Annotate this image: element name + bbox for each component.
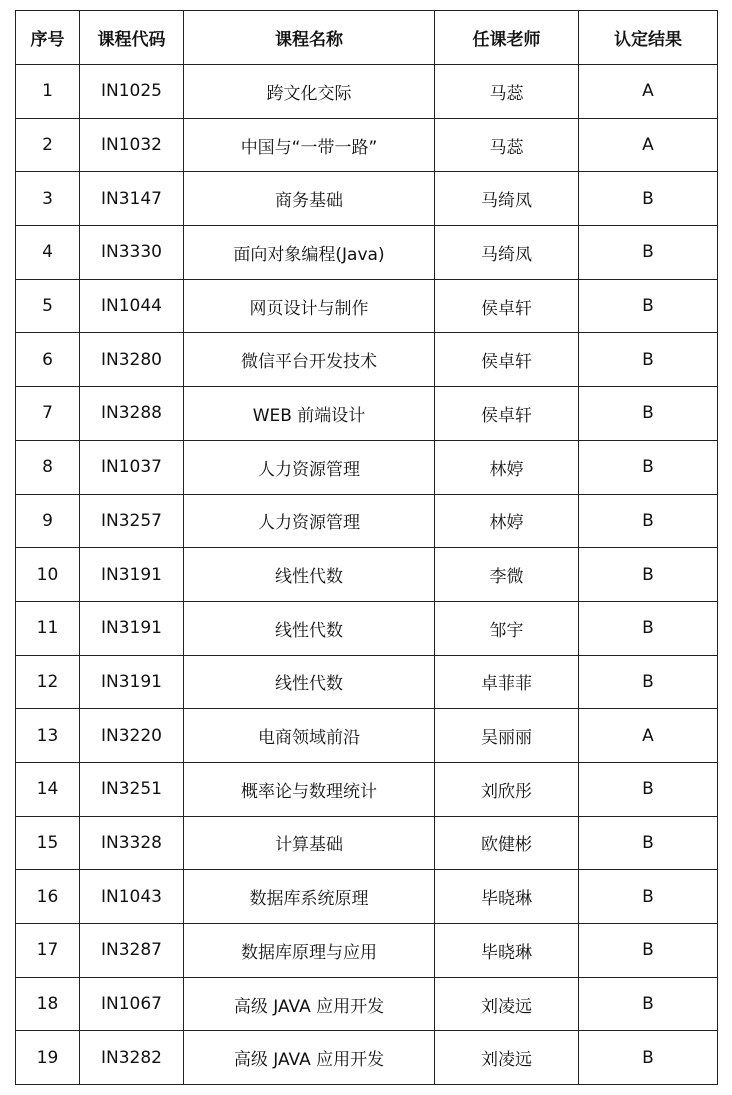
cell-teacher: 侯卓轩 (435, 279, 579, 333)
cell-course-code: IN3220 (80, 709, 184, 763)
cell-course-code: IN3280 (80, 333, 184, 387)
cell-result: B (579, 279, 718, 333)
cell-result: B (579, 333, 718, 387)
cell-course-name: 网页设计与制作 (184, 279, 435, 333)
cell-course-name: 计算基础 (184, 816, 435, 870)
cell-result: B (579, 548, 718, 602)
cell-course-code: IN3257 (80, 494, 184, 548)
cell-teacher: 马蕊 (435, 118, 579, 172)
cell-serial-number: 18 (16, 977, 80, 1031)
cell-result: B (579, 226, 718, 280)
cell-course-name: 线性代数 (184, 601, 435, 655)
header-course-name: 课程名称 (184, 11, 435, 65)
cell-serial-number: 4 (16, 226, 80, 280)
table-row (16, 494, 718, 548)
cell-result: B (579, 601, 718, 655)
cell-course-code: IN1067 (80, 977, 184, 1031)
table-row (16, 226, 718, 280)
cell-course-name: 商务基础 (184, 172, 435, 226)
cell-teacher: 侯卓轩 (435, 333, 579, 387)
cell-serial-number: 2 (16, 118, 80, 172)
table-row (16, 387, 718, 441)
cell-serial-number: 19 (16, 1031, 80, 1085)
cell-serial-number: 15 (16, 816, 80, 870)
header-result: 认定结果 (579, 11, 718, 65)
cell-teacher: 刘欣彤 (435, 762, 579, 816)
cell-course-name: 人力资源管理 (184, 440, 435, 494)
table-row (16, 870, 718, 924)
table-row (16, 816, 718, 870)
cell-course-name: 面向对象编程(Java) (184, 226, 435, 280)
table-row (16, 118, 718, 172)
table-row (16, 709, 718, 763)
cell-course-name: WEB 前端设计 (184, 387, 435, 441)
cell-teacher: 吴丽丽 (435, 709, 579, 763)
table-row (16, 440, 718, 494)
cell-result: B (579, 494, 718, 548)
cell-serial-number: 11 (16, 601, 80, 655)
cell-result: B (579, 816, 718, 870)
cell-course-name: 数据库系统原理 (184, 870, 435, 924)
cell-course-name: 高级 JAVA 应用开发 (184, 977, 435, 1031)
table-body (16, 65, 718, 1085)
cell-teacher: 刘凌远 (435, 977, 579, 1031)
cell-result: B (579, 655, 718, 709)
cell-course-name: 线性代数 (184, 655, 435, 709)
cell-teacher: 邹宇 (435, 601, 579, 655)
cell-teacher: 马蕊 (435, 65, 579, 119)
cell-course-name: 中国与“一带一路” (184, 118, 435, 172)
cell-serial-number: 17 (16, 924, 80, 978)
cell-course-name: 电商领域前沿 (184, 709, 435, 763)
cell-teacher: 侯卓轩 (435, 387, 579, 441)
cell-teacher: 林婷 (435, 494, 579, 548)
cell-course-name: 人力资源管理 (184, 494, 435, 548)
cell-serial-number: 6 (16, 333, 80, 387)
cell-teacher: 李微 (435, 548, 579, 602)
header-teacher: 任课老师 (435, 11, 579, 65)
cell-serial-number: 14 (16, 762, 80, 816)
cell-course-code: IN1037 (80, 440, 184, 494)
table-header (16, 11, 718, 65)
cell-result: B (579, 440, 718, 494)
cell-result: A (579, 65, 718, 119)
cell-teacher: 马绮凤 (435, 226, 579, 280)
cell-course-code: IN3251 (80, 762, 184, 816)
cell-serial-number: 13 (16, 709, 80, 763)
cell-course-name: 线性代数 (184, 548, 435, 602)
cell-serial-number: 10 (16, 548, 80, 602)
cell-course-code: IN3330 (80, 226, 184, 280)
header-course-code: 课程代码 (80, 11, 184, 65)
table-row (16, 1031, 718, 1085)
table-row (16, 65, 718, 119)
cell-course-code: IN1032 (80, 118, 184, 172)
cell-course-code: IN3288 (80, 387, 184, 441)
cell-teacher: 马绮凤 (435, 172, 579, 226)
cell-serial-number: 16 (16, 870, 80, 924)
cell-course-code: IN3191 (80, 601, 184, 655)
header-serial-number: 序号 (16, 11, 80, 65)
cell-serial-number: 7 (16, 387, 80, 441)
cell-course-code: IN3191 (80, 655, 184, 709)
cell-teacher: 欧健彬 (435, 816, 579, 870)
cell-result: B (579, 762, 718, 816)
cell-result: B (579, 1031, 718, 1085)
table-row (16, 548, 718, 602)
cell-result: B (579, 387, 718, 441)
table-row (16, 977, 718, 1031)
cell-teacher: 毕晓琳 (435, 924, 579, 978)
cell-result: B (579, 870, 718, 924)
cell-course-code: IN1044 (80, 279, 184, 333)
cell-serial-number: 5 (16, 279, 80, 333)
cell-serial-number: 1 (16, 65, 80, 119)
cell-serial-number: 8 (16, 440, 80, 494)
cell-course-code: IN1043 (80, 870, 184, 924)
table-row (16, 655, 718, 709)
cell-course-name: 微信平台开发技术 (184, 333, 435, 387)
cell-course-code: IN3328 (80, 816, 184, 870)
cell-teacher: 毕晓琳 (435, 870, 579, 924)
cell-course-code: IN3191 (80, 548, 184, 602)
cell-result: A (579, 118, 718, 172)
cell-teacher: 刘凌远 (435, 1031, 579, 1085)
table-row (16, 601, 718, 655)
header-row (16, 11, 718, 65)
cell-serial-number: 12 (16, 655, 80, 709)
cell-course-code: IN1025 (80, 65, 184, 119)
cell-result: B (579, 924, 718, 978)
cell-course-name: 高级 JAVA 应用开发 (184, 1031, 435, 1085)
cell-result: B (579, 977, 718, 1031)
table-row (16, 333, 718, 387)
cell-result: B (579, 172, 718, 226)
cell-course-code: IN3147 (80, 172, 184, 226)
table-row (16, 762, 718, 816)
cell-teacher: 卓菲菲 (435, 655, 579, 709)
cell-course-name: 跨文化交际 (184, 65, 435, 119)
cell-serial-number: 3 (16, 172, 80, 226)
cell-teacher: 林婷 (435, 440, 579, 494)
cell-serial-number: 9 (16, 494, 80, 548)
cell-course-code: IN3282 (80, 1031, 184, 1085)
cell-course-code: IN3287 (80, 924, 184, 978)
table-row (16, 172, 718, 226)
cell-course-name: 数据库原理与应用 (184, 924, 435, 978)
cell-course-name: 概率论与数理统计 (184, 762, 435, 816)
table-row (16, 279, 718, 333)
course-recognition-table (15, 10, 718, 1085)
cell-result: A (579, 709, 718, 763)
table-row (16, 924, 718, 978)
